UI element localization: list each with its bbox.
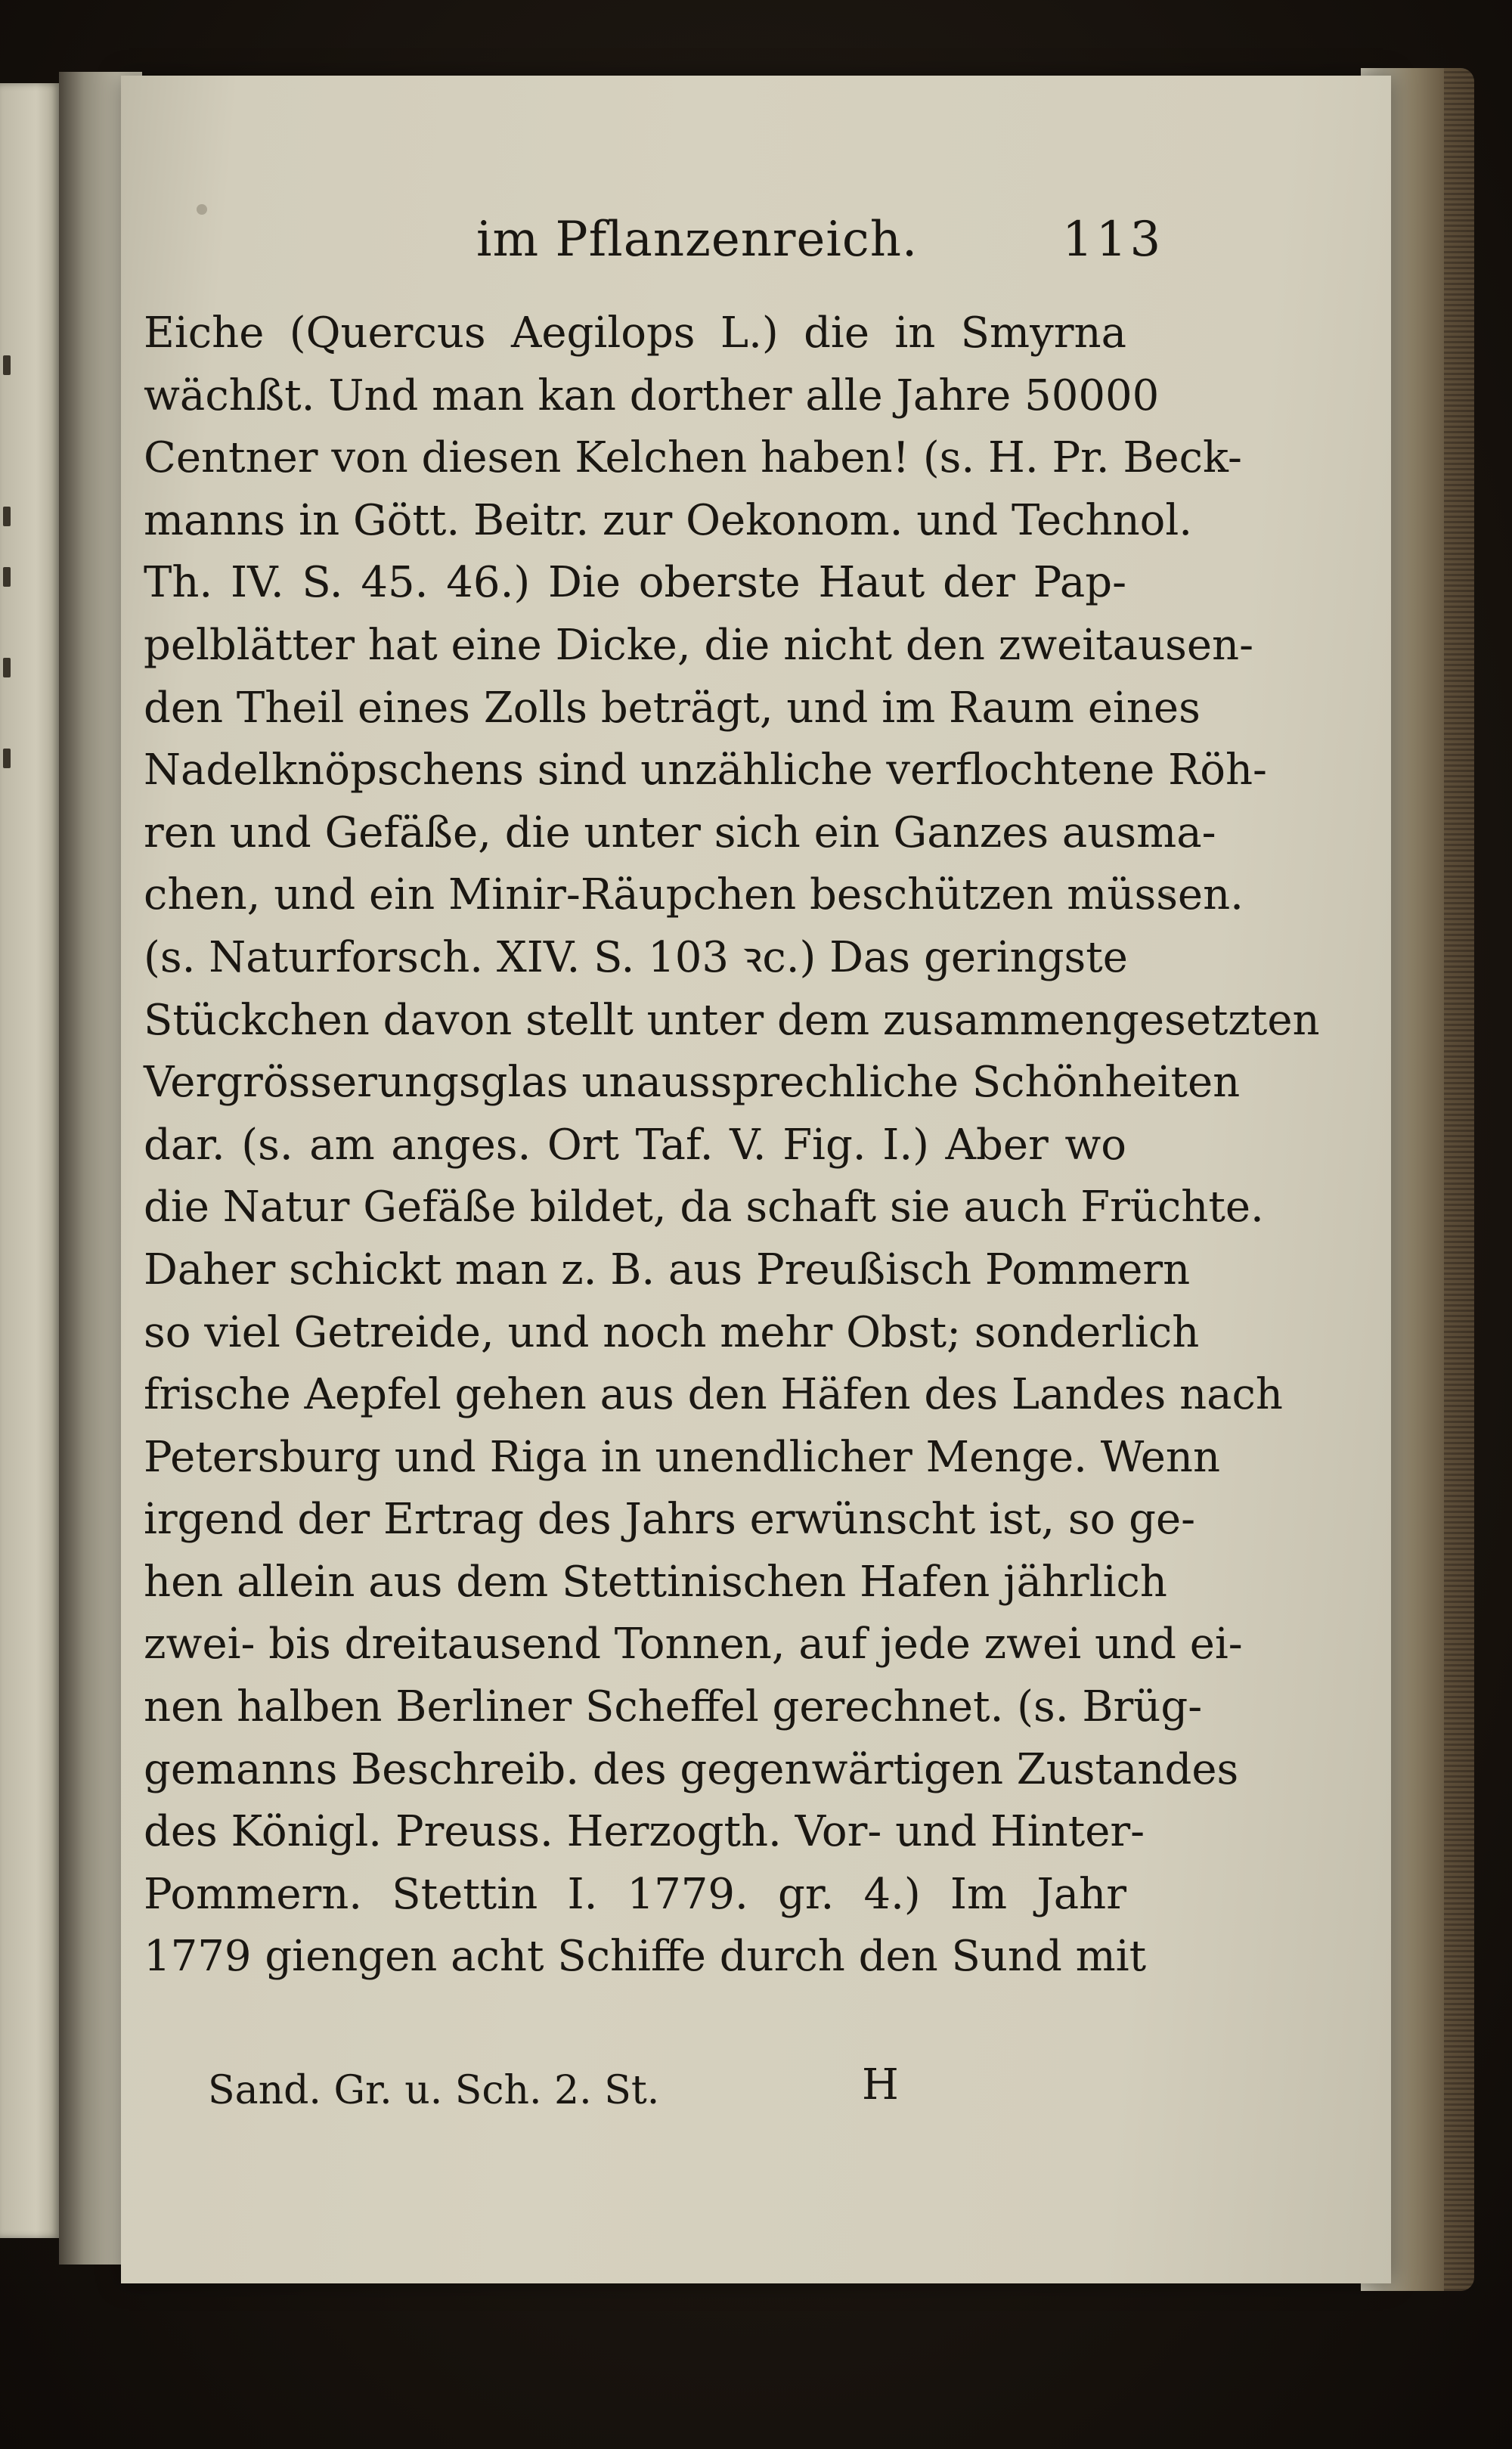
text-line: frische Aepfel gehen aus den Häfen des Landes nach [144,1370,1283,1420]
text-line: 1779 giengen acht Schiffe durch den Sund mit [144,1932,1147,1982]
catchword: H [862,2060,899,2110]
text-line: des Königl. Preuss. Herzogth. Vor- und Hinter- [144,1807,1145,1857]
text-line: Pommern. Stettin I. 1779. gr. 4.) Im Jahr [144,1869,1126,1919]
text-line: chen, und ein Minir-Räupchen beschützen müssen. [144,870,1244,920]
text-line: Stückchen davon stellt unter dem zusammengesetzten [144,995,1320,1045]
text-line: Centner von diesen Kelchen haben! (s. H. Pr. Beck- [144,433,1242,483]
book-page [121,76,1391,2283]
text-line: Daher schickt man z. B. aus Preußisch Pommern [144,1245,1191,1294]
text-line: Petersburg und Riga in unendlicher Menge. Wenn [144,1432,1221,1482]
running-head: im Pflanzenreich. [476,212,919,268]
ink-spot [197,204,207,215]
text-line: die Natur Gefäße bildet, da schaft sie auch Früchte. [144,1183,1264,1232]
text-line: wächßt. Und man kan dorther alle Jahre 50000 [144,370,1160,420]
text-line: nen halben Berliner Scheffel gerechnet. (s. Brüg- [144,1682,1203,1732]
previous-page-ink-mark [3,658,11,677]
text-line: hen allein aus dem Stettinischen Hafen jährlich [144,1557,1167,1607]
text-line: Eiche (Quercus Aegilops L.) die in Smyrna [144,308,1126,358]
text-line: zwei- bis dreitausend Tonnen, auf jede zwei und ei- [144,1620,1243,1669]
page-number: 113 [1062,212,1164,268]
text-line: so viel Getreide, und noch mehr Obst; sonderlich [144,1307,1200,1357]
text-line: (s. Naturforsch. XIV. S. 103 ꝛc.) Das geringste [144,932,1128,982]
text-line: Vergrösserungsglas unaussprechliche Schönheiten [144,1058,1241,1108]
text-line: ren und Gefäße, die unter sich ein Ganzes ausma- [144,808,1216,857]
text-line: dar. (s. am anges. Ort Taf. V. Fig. I.) Aber wo [144,1120,1126,1170]
text-line: gemanns Beschreib. des gegenwärtigen Zustandes [144,1744,1239,1794]
body-text [144,302,1320,1989]
previous-page-ink-mark [3,355,11,375]
text-line: irgend der Ertrag des Jahrs erwünscht ist, so ge- [144,1495,1196,1545]
signature-mark: Sand. Gr. u. Sch. 2. St. [208,2068,660,2113]
text-line: Th. IV. S. 45. 46.) Die oberste Haut der Pap- [144,558,1126,608]
text-line: manns in Gött. Beitr. zur Oekonom. und Technol. [144,495,1193,545]
previous-page-edge [0,83,60,2238]
previous-page-ink-mark [3,749,11,768]
text-line: pelblätter hat eine Dicke, die nicht den zweitausen- [144,620,1254,670]
previous-page-ink-mark [3,567,11,587]
text-line: Nadelknöpschens sind unzähliche verflochtene Röh- [144,746,1267,795]
text-line: den Theil eines Zolls beträgt, und im Raum eines [144,683,1201,733]
previous-page-ink-mark [3,507,11,526]
